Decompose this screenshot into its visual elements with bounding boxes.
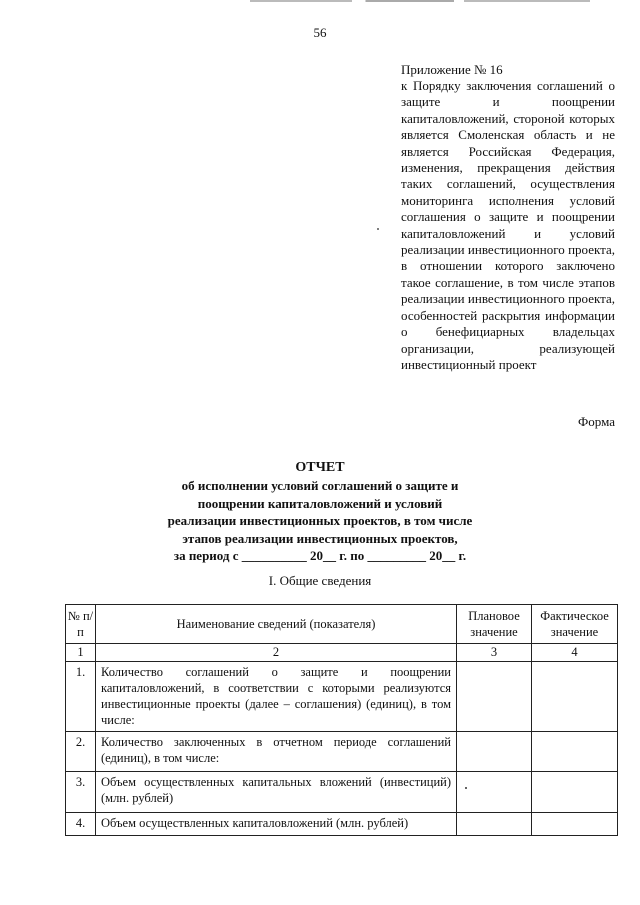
row-number: 1. bbox=[66, 662, 96, 732]
column-number-row bbox=[66, 644, 618, 662]
page-number: 56 bbox=[313, 25, 327, 40]
scan-speck bbox=[377, 228, 379, 230]
header-actual: Фактическое значение bbox=[532, 605, 618, 644]
report-subtitle bbox=[140, 477, 500, 565]
row-name: Количество заключенных в отчетном периоде соглашений (единиц), в том числе: bbox=[96, 732, 457, 772]
planned-value-cell bbox=[457, 662, 532, 732]
report-subtitle-line: поощрении капиталовложений и условий bbox=[197, 495, 443, 511]
table-row bbox=[66, 813, 618, 836]
actual-value-cell bbox=[532, 662, 618, 732]
header-number: № п/п bbox=[66, 605, 96, 644]
header-planned: Плановое значение bbox=[457, 605, 532, 644]
row-number: 4. bbox=[66, 813, 96, 836]
scan-speck bbox=[465, 787, 467, 789]
planned-value-cell bbox=[457, 772, 532, 813]
row-number: 3. bbox=[66, 772, 96, 813]
row-number: 2. bbox=[66, 732, 96, 772]
column-number: 1 bbox=[66, 644, 96, 662]
row-name: Количество соглашений о защите и поощрении капиталовложений, в соответствии с которыми реализуются инвестиционные проекты (далее – соглашения) (единиц), в том числе: bbox=[96, 662, 457, 732]
report-subtitle-line: этапов реализации инвестиционных проектов, bbox=[182, 530, 458, 546]
table-row bbox=[66, 732, 618, 772]
column-number: 2 bbox=[96, 644, 457, 662]
form-label: Форма bbox=[578, 414, 615, 429]
table-row bbox=[66, 772, 618, 813]
planned-value-cell bbox=[457, 732, 532, 772]
appendix-title: Приложение № 16 bbox=[401, 62, 503, 77]
planned-value-cell bbox=[457, 813, 532, 836]
row-name: Объем осуществленных капиталовложений (млн. рублей) bbox=[96, 813, 457, 836]
report-title: ОТЧЕТ bbox=[295, 460, 345, 475]
actual-value-cell bbox=[532, 813, 618, 836]
table-row bbox=[66, 662, 618, 732]
actual-value-cell bbox=[532, 732, 618, 772]
report-subtitle-line: об исполнении условий соглашений о защите и bbox=[181, 478, 459, 493]
actual-value-cell bbox=[532, 772, 618, 813]
section-title: I. Общие сведения bbox=[268, 573, 372, 588]
appendix-text: к Порядку заключения соглашений о защите и поощрении капиталовложений, стороной которых является Смоленская область и не является Российская Федерация, изменения, прекращения действия таких соглашений, осуществления мониторинга исполнения условий соглашения о защите и поощрении капиталовложений и условий реализации инвестиционного проекта, в отношении которого заключено такое соглашение, в том числе этапов реализации инвестиционного проекта, особенностей раскрытия информации о бенефициарных владельцах организации, реализующей инвестиционный проект bbox=[401, 78, 615, 372]
report-period-line: за период с __________ 20__ г. по _________ 20__ г. bbox=[173, 548, 467, 563]
row-name: Объем осуществленных капитальных вложений (инвестиций) (млн. рублей) bbox=[96, 772, 457, 813]
column-number: 4 bbox=[532, 644, 618, 662]
table-header-row bbox=[66, 605, 618, 644]
general-info-table bbox=[65, 604, 618, 836]
scan-edge-marks bbox=[250, 0, 590, 2]
column-number: 3 bbox=[457, 644, 532, 662]
report-subtitle-line: реализации инвестиционных проектов, в том числе bbox=[167, 513, 473, 528]
header-name: Наименование сведений (показателя) bbox=[96, 605, 457, 644]
